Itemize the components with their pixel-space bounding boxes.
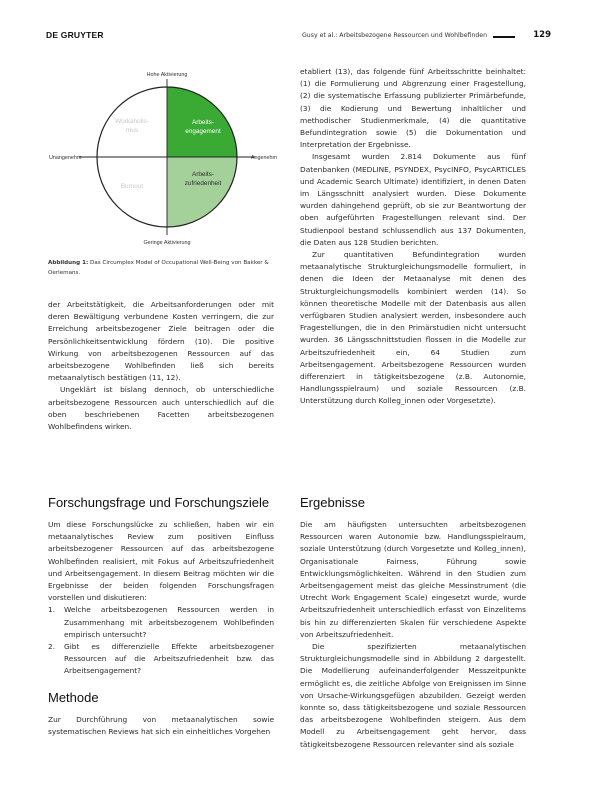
page-header [46,30,551,44]
label-workaholism-line2: mus [125,127,139,134]
axis-label-right: Angenehm [250,155,277,161]
label-workaholism-line1: Workaholis- [115,118,149,125]
paragraph: Um diese Forschungslücke zu schließen, haben wir ein metaanalytisches Review zum positiven Einfluss arbeitsbezogener Ressourcen auf das arbeitsbezogene Wohlbefinden realisiert, mit Fokus auf Arbeitszufriedenheit und Arbeitsengagement. In diesem Beitrag möchten wir die Ergebnisse der beiden folgenden Forschungsfragen vorstellen und diskutieren: [48,520,274,603]
list-item [48,604,274,641]
paragraph: Ungeklärt ist bislang dennoch, ob unterschiedliche arbeitsbezogene Ressourcen auch unterschiedlich auf die oben beschriebenen Facetten arbeitsbezogenen Wohlbefindens wirken. [48,385,274,432]
publisher-logo: DE GRUYTER [46,30,104,40]
list-text: Gibt es differenzielle Effekte arbeitsbezogener Ressourcen auf die Arbeitszufriedenheit bzw. das Arbeitsengagement? [64,642,274,676]
label-satisfaction-line2: zufriedenheit [184,180,222,187]
figure-caption [48,258,274,278]
paragraph: Die spezifizierten metaanalytischen Strukturgleichungsmodelle sind in Abbildung 2 dargestellt. Die Modellierung aufeinanderfolgender Messzeitpunkte ermöglicht es, die zeitliche Abfolge von Ereignissen im Sinne von Ursache-Wirkungsgefügen abzubilden. Gezeigt werden konnte so, dass tätigkeitsbezogene und soziale Ressourcen das arbeitsbezogene Wohlbefinden steigern. Aus dem Modell zu Arbeitsengagement geht hervor, dass tätigkeitsbezogene Ressourcen relevanter sind als soziale [300,642,526,749]
axis-label-left: Unangenehm [49,155,82,161]
page-number: 129 [533,30,551,40]
paragraph: Insgesamt wurden 2.814 Dokumente aus fünf Datenbanken (MEDLINE, PSYNDEX, PsycINFO, PsycARTICLES und Academic Search Ultimate) identifiziert, in denen Daten im Längsschnitt analysiert wurden. Diese Dokumente wurden dahingehend geprüft, ob sie zur Beantwortung der oben aufgeführten Fragestellungen relevant sind. Der Studienpool bestand schlussendlich aus 137 Dokumenten, die Daten aus 128 Studien berichten. [300,152,526,247]
label-burnout: Burnout [120,183,144,190]
left-column-bottom [48,495,274,738]
right-column-bottom [300,495,526,751]
axis-label-bottom: Geringe Aktivierung [143,240,191,246]
quadrant-bottom-right [167,157,237,227]
paragraph: der Arbeitstätigkeit, die Arbeitsanforderungen oder mit deren Bewältigung verbundene Kosten verringern, die zur Erreichung arbeitsbezogener Ziele beitragen oder die Persönlichkeitsentwicklung fördern (10). Die positive Wirkung von arbeitsbezogenen Ressourcen auf das arbeitsbezogene Wohlbefinden ließ sich bereits metaanalytisch bestätigen (11, 12). [48,300,274,383]
circumplex-figure [48,66,278,256]
circumplex-diagram [48,66,278,256]
paragraph: Zur quantitativen Befundintegration wurden metaanalytische Strukturgleichungsmodelle formuliert, in denen die Ideen der Metaanalyse mit denen des Strukturgleichungsmodells kombiniert werden (14). So können theoretische Modelle mit der Datenbasis aus allen verfügbaren Studien analysiert werden, insbesondere auch Fragestellungen, die in den Primärstudien nicht untersucht wurden. 36 Längsschnittstudien flossen in die Modelle zur Arbeitszufriedenheit ein, 64 Studien zum Arbeitsengagement. Arbeitsbezogene Ressourcen wurden differenziert in tätigkeitsbezogene (z.B. Autonomie, Handlungsspielraum) und soziale Ressourcen (z.B. Unterstützung durch Kolleg_innen oder Vorgesetzte). [300,250,526,406]
paragraph: etabliert (13), das folgende fünf Arbeitsschritte beinhaltet: (1) die Formulierung und Abgrenzung einer Fragestellung, (2) die systematische Erfassung publizierter Primärbefunde, (3) die Kodierung und Bewertung inhaltlicher und methodischer Studienmerkmale, (4) die quantitative Befundintegration sowie (5) die Dokumentation und Interpretation der Ergebnisse. [300,67,526,150]
caption-text: Das Circumplex Model of Occupational Well-Being von Bakker & Oerlemans. [48,260,269,276]
label-engagement-line2: engagement [185,128,221,135]
paragraph: Die am häufigsten untersuchten arbeitsbezogenen Ressourcen waren Autonomie bzw. Handlungsspielraum, soziale Unterstützung (durch Vorgesetzte und Kolleg_innen), Organisationale Fairness, Führung sowie Entwicklungsmöglichkeiten. Während in den Studien zum Arbeitsengagement meist das gleiche Messinstrument (die Utrecht Work Engagement Scale) eingesetzt wurde, wurde Arbeitszufriedenheit unterschiedlich erfasst von Einzelitems bis hin zu differenzierten Skalen für verschiedene Aspekte von Arbeitszufriedenheit. [300,520,526,639]
list-number: 1. [48,605,56,615]
running-title: Gusy et al.: Arbeitsbezogene Ressourcen und Wohlbefinden [302,32,487,39]
right-column-top [300,66,526,408]
heading-methode: Methode [48,689,99,705]
paragraph: Zur Durchführung von metaanalytischen sowie systematischen Reviews hat sich ein einheitliches Vorgehen [48,714,274,736]
heading-forschungsfrage: Forschungsfrage und Forschungsziele [48,495,270,510]
list-item [48,641,274,678]
research-questions-list [48,604,274,677]
header-rule [493,36,515,38]
left-column-top [48,299,274,433]
list-number: 2. [48,642,56,652]
axis-label-top: Hohe Aktivierung [146,72,188,78]
caption-label: Abbildung 1: [48,260,89,266]
list-text: Welche arbeitsbezogenen Ressourcen werden in Zusammenhang mit arbeitsbezogenem Wohlbefinden empirisch untersucht? [64,605,274,639]
label-satisfaction-line1: Arbeits- [191,171,215,178]
label-engagement-line1: Arbeits- [191,119,215,126]
heading-ergebnisse: Ergebnisse [300,495,366,510]
